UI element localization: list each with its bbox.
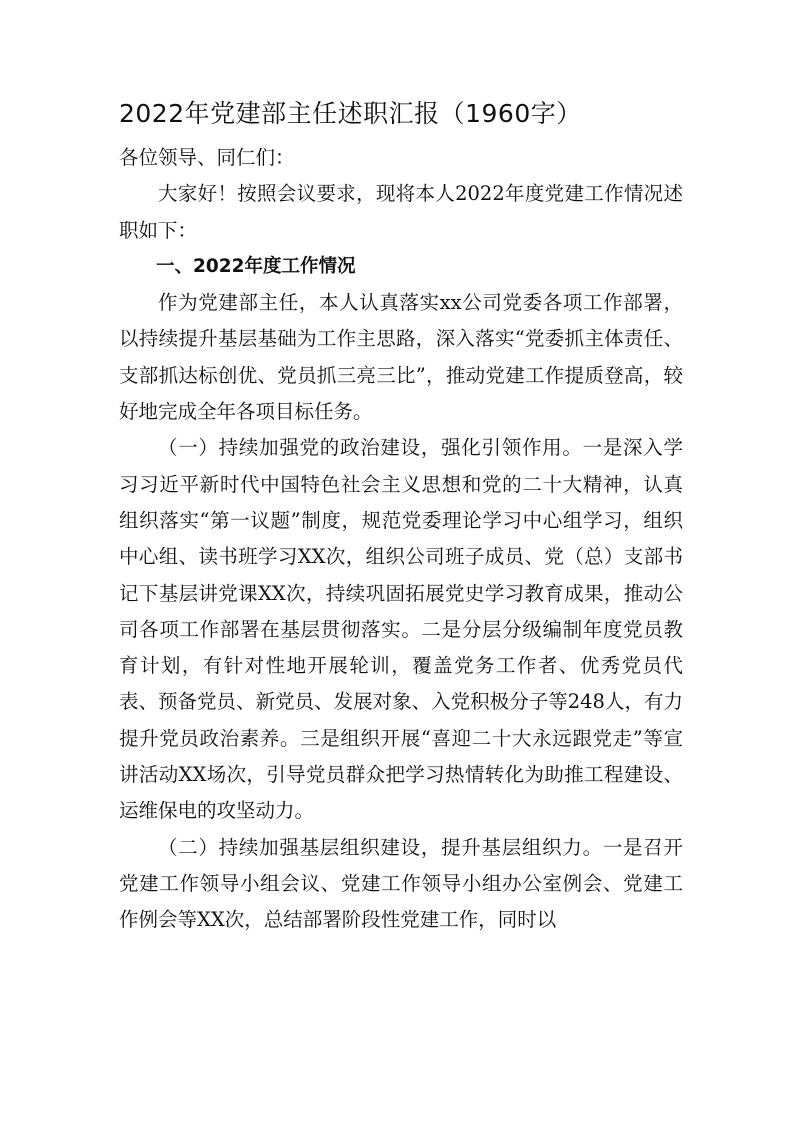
document-body bbox=[119, 140, 683, 939]
paragraph-organization-construction: （二）持续加强基层组织建设，提升基层组织力。一是召开党建工作领导小组会议、党建工作领导小组办公室例会、党建工作例会等XX次，总结部署阶段性党建工作，同时以 bbox=[119, 835, 683, 932]
salutation: 各位领导、同仁们： bbox=[119, 146, 295, 169]
paragraph-intro: 大家好！按照会议要求，现将本人2022年度党建工作情况述职如下： bbox=[119, 182, 683, 242]
paragraph-overview: 作为党建部主任，本人认真落实xx公司党委各项工作部署，以持续提升基层基础为工作主思路，深入落实“党委抓主体责任、支部抓达标创优、党员抓三亮三比”，推动党建工作提质登高，较好地完成全年各项目标任务。 bbox=[119, 291, 683, 424]
document-title: 2022年党建部主任述职汇报（1960字） bbox=[119, 99, 582, 128]
section-heading-1: 一、2022年度工作情况 bbox=[156, 255, 356, 277]
paragraph-political-construction: （一）持续加强党的政治建设，强化引领作用。一是深入学习习近平新时代中国特色社会主义思想和党的二十大精神，认真组织落实“第一议题”制度，规范党委理论学习中心组学习，组织中心组、读书班学习XX次，组织公司班子成员、党（总）支部书记下基层讲党课XX次，持续巩固拓展党史学习教育成果，推动公司各项工作部署在基层贯彻落实。二是分层分级编制年度党员教育计划，有针对性地开展轮训，覆盖党务工作者、优秀党员代表、预备党员、新党员、发展对象、入党积极分子等248人，有力提升党员政治素养。三是组织开展“喜迎二十大永远跟党走”等宣讲活动XX场次，引导党员群众把学习热情转化为助推工程建设、运维保电的攻坚动力。 bbox=[119, 436, 683, 823]
